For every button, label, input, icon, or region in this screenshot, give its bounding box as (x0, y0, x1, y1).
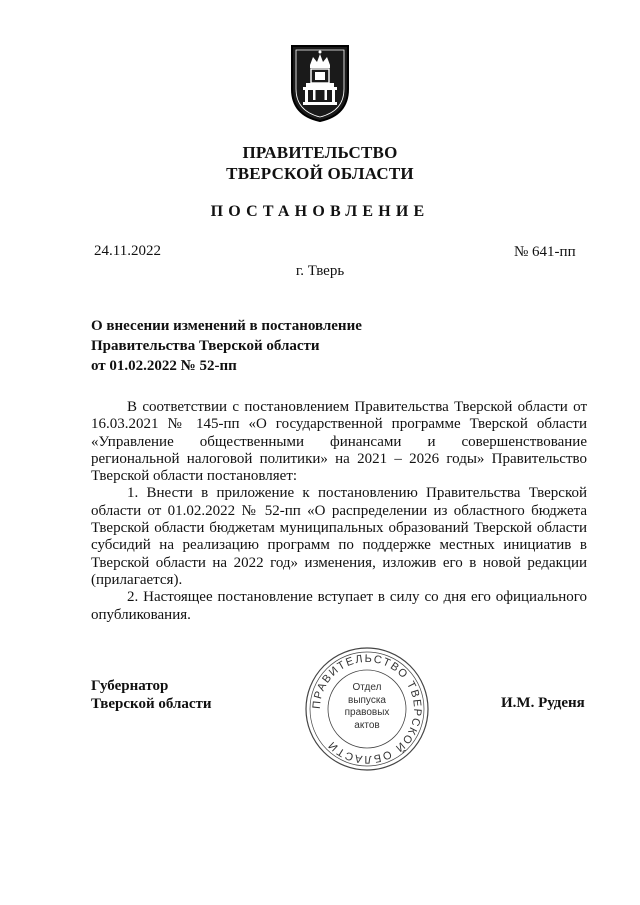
stamp-line3: правовых (344, 707, 390, 718)
org-name-line1: ПРАВИТЕЛЬСТВО (242, 143, 398, 162)
tver-coat-of-arms-icon (289, 43, 351, 123)
subject-line3: от 01.02.2022 № 52-пп (91, 358, 237, 374)
stamp-line4: актов (354, 719, 380, 731)
document-city: г. Тверь (295, 263, 345, 279)
body-paragraph-3: 2. Настоящее постановление вступает в силу со дня его официального опубликования. (91, 589, 587, 623)
stamp-line2: выпуска (348, 694, 386, 706)
org-name-line2: ТВЕРСКОЙ ОБЛАСТИ (226, 164, 414, 183)
subject-line1: О внесении изменений в постановление (91, 318, 362, 334)
body-paragraph-1: В соответствии с постановлением Правительства Тверской области от 16.03.2021 № 145-пп «О государственной программе Тверской области «Управление общественными финансами и совершенствование региональной налоговой политики» на 2021 – 2026 годы» Правительство Тверской области постановляет: (91, 399, 587, 485)
document-type: ПОСТАНОВЛЕНИЕ (210, 203, 430, 220)
signatory-role-line2: Тверской области (91, 696, 212, 712)
signatory-role (91, 677, 212, 713)
document-subject (91, 316, 362, 376)
stamp-inner-text (317, 682, 417, 732)
stamp-line1: Отдел (352, 682, 382, 693)
signatory-name: И.М. Руденя (501, 695, 585, 711)
document-number: № 641-пп (514, 244, 576, 260)
document-body (91, 399, 587, 624)
subject-line2: Правительства Тверской области (91, 338, 320, 354)
stamp-ring-text: ПРАВИТЕЛЬСТВО ТВЕРСКОЙ ОБЛАСТИ (310, 652, 424, 766)
signatory-role-line1: Губернатор (91, 678, 169, 694)
body-paragraph-2: 1. Внести в приложение к постановлению Правительства Тверской области от 01.02.2022 № 52-пп «О распределении из областного бюджета Тверской области бюджетам муниципальных образований Тверской области субсидий на реализацию программ по поддержке местных инициатив в Тверской области на 2022 год» изменения, изложив его в новой редакции (прилагается). (91, 485, 587, 588)
document-date: 24.11.2022 (94, 243, 161, 259)
